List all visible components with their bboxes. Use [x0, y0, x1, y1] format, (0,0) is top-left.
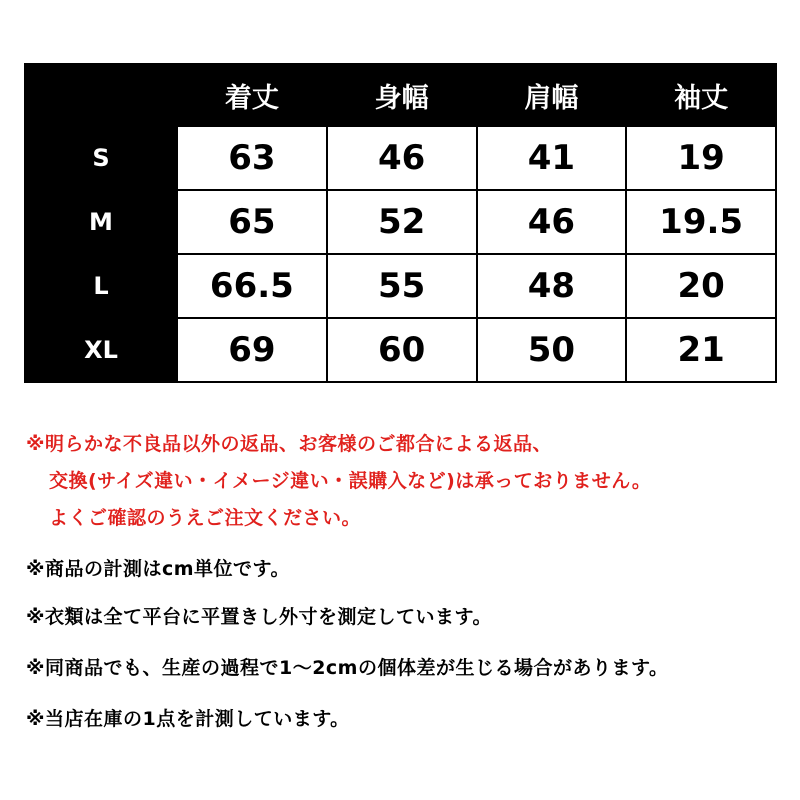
table-cell: 50 — [477, 318, 627, 382]
return-policy-warning — [26, 426, 786, 537]
table-cell: 65 — [177, 190, 327, 254]
table-cell: 60 — [327, 318, 477, 382]
table-row — [25, 190, 776, 254]
table-cell: 48 — [477, 254, 627, 318]
warning-line: よくご確認のうえご注文ください。 — [49, 507, 362, 529]
table-cell: 69 — [177, 318, 327, 382]
size-label: L — [25, 254, 177, 318]
table-cell: 19.5 — [626, 190, 776, 254]
table-cell: 46 — [477, 190, 627, 254]
table-cell: 63 — [177, 126, 327, 190]
note-stock-sample: ※当店在庫の1点を計測しています。 — [26, 708, 350, 730]
header-shoulder-width: 肩幅 — [477, 64, 627, 126]
size-chart-table — [24, 63, 777, 383]
header-row — [25, 64, 776, 126]
table-row — [25, 318, 776, 382]
header-sleeve-length: 袖丈 — [626, 64, 776, 126]
warning-line: 交換(サイズ違い・イメージ違い・誤購入など)は承っておりません。 — [49, 470, 652, 492]
note-measurement-method: ※衣類は全て平台に平置きし外寸を測定しています。 — [26, 606, 492, 628]
table-row — [25, 126, 776, 190]
table-cell: 41 — [477, 126, 627, 190]
warning-line: ※明らかな不良品以外の返品、お客様のご都合による返品、 — [26, 433, 552, 455]
table-row — [25, 254, 776, 318]
note-measurement-unit: ※商品の計測はcm単位です。 — [26, 558, 291, 580]
header-body-width: 身幅 — [327, 64, 477, 126]
table-cell: 52 — [327, 190, 477, 254]
size-label: S — [25, 126, 177, 190]
size-label: XL — [25, 318, 177, 382]
table-cell: 55 — [327, 254, 477, 318]
table-cell: 21 — [626, 318, 776, 382]
table-cell: 66.5 — [177, 254, 327, 318]
corner-cell — [25, 64, 177, 126]
table-cell: 46 — [327, 126, 477, 190]
header-length: 着丈 — [177, 64, 327, 126]
table-cell: 19 — [626, 126, 776, 190]
table-cell: 20 — [626, 254, 776, 318]
notes-section — [26, 426, 786, 732]
note-individual-variation: ※同商品でも、生産の過程で1〜2cmの個体差が生じる場合があります。 — [26, 657, 669, 679]
size-label: M — [25, 190, 177, 254]
